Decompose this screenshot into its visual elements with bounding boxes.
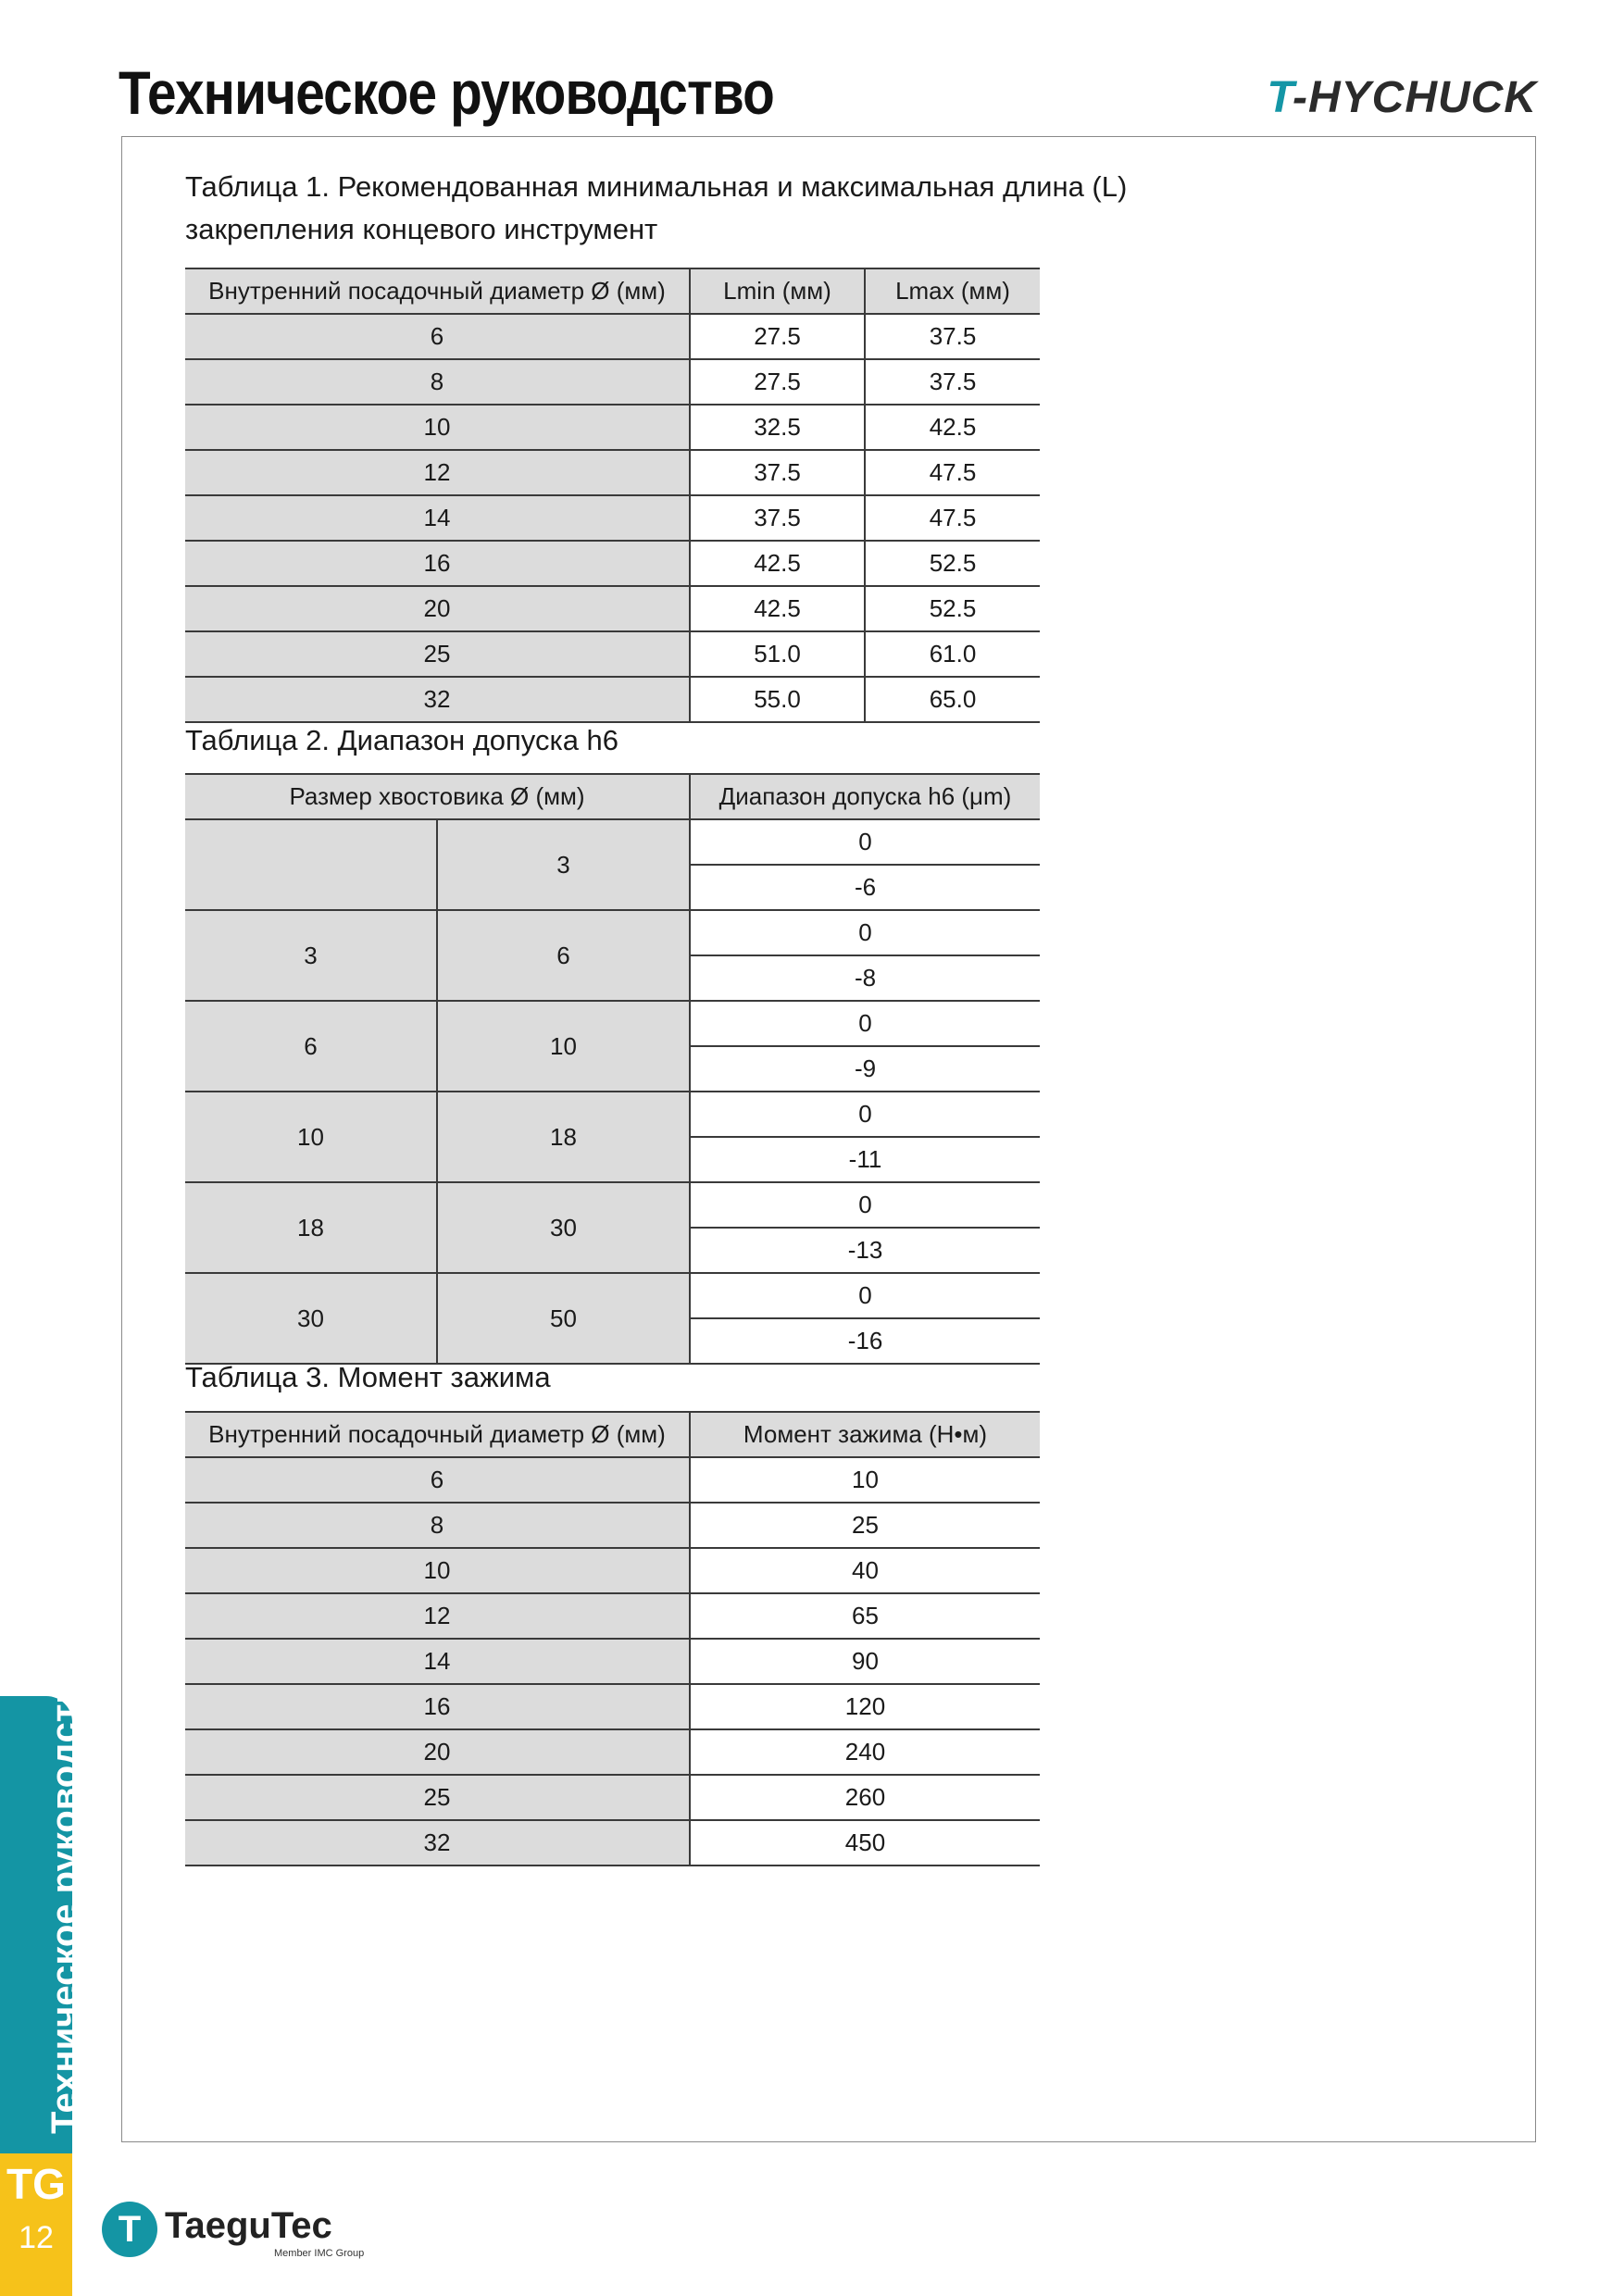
table1-lmax-cell: 37.5: [865, 314, 1040, 359]
table-row: [185, 586, 1040, 631]
table1-diameter-cell: 12: [185, 450, 690, 495]
table1-lmin-cell: 27.5: [690, 359, 865, 405]
table3-diameter-cell: 25: [185, 1775, 690, 1820]
table3-torque-cell: 65: [690, 1593, 1040, 1639]
table1-lmin-cell: 51.0: [690, 631, 865, 677]
table3-torque-cell: 450: [690, 1820, 1040, 1866]
table3-caption: Таблица 3. Момент зажима: [185, 1361, 551, 1393]
table1-lmin-cell: 37.5: [690, 495, 865, 541]
table2-lower-cell: -8: [690, 955, 1040, 1001]
section-page-box: [0, 2153, 72, 2296]
table-row: [185, 1273, 1040, 1318]
table1-diameter-cell: 20: [185, 586, 690, 631]
company-subtitle: Member IMC Group: [274, 2248, 365, 2259]
table1-diameter-cell: 10: [185, 405, 690, 450]
table2-upper-cell: 0: [690, 910, 1040, 955]
table1-lmax-cell: 37.5: [865, 359, 1040, 405]
table1-lmin-cell: 27.5: [690, 314, 865, 359]
table3-diameter-cell: 6: [185, 1457, 690, 1503]
table3-torque-cell: 120: [690, 1684, 1040, 1729]
table2-to-cell: 6: [437, 910, 690, 1001]
table3-header-diameter: Внутренний посадочный диаметр Ø (мм): [185, 1412, 690, 1457]
table3-diameter-cell: 32: [185, 1820, 690, 1866]
table1-lmax-cell: 42.5: [865, 405, 1040, 450]
table2-header-shank: Размер хвостовика Ø (мм): [185, 774, 690, 819]
table2-header-tolerance: Диапазон допуска h6 (μm): [690, 774, 1040, 819]
table2-from-cell: 6: [185, 1001, 437, 1092]
table2-upper-cell: 0: [690, 1092, 1040, 1137]
table1-lmax-cell: 52.5: [865, 541, 1040, 586]
table1-lmin-cell: 37.5: [690, 450, 865, 495]
brand-logo: [1267, 72, 1537, 123]
table-row: [185, 1182, 1040, 1228]
company-emblem-icon: T: [102, 2202, 157, 2257]
table-row: [185, 1001, 1040, 1046]
table3-diameter-cell: 16: [185, 1684, 690, 1729]
table1-diameter-cell: 14: [185, 495, 690, 541]
table-row: [185, 1684, 1040, 1729]
table1-diameter-cell: 32: [185, 677, 690, 722]
company-name: TaeguTec: [165, 2205, 332, 2246]
table1-lmax-cell: 52.5: [865, 586, 1040, 631]
table3-torque: [185, 1411, 1040, 1866]
table-row: [185, 631, 1040, 677]
brand-logo-rest: -HYCHUCK: [1293, 73, 1537, 122]
table2-lower-cell: -6: [690, 865, 1040, 910]
table2-to-cell: 30: [437, 1182, 690, 1273]
table1-diameter-cell: 8: [185, 359, 690, 405]
table-row: [185, 1457, 1040, 1503]
table2-caption: Таблица 2. Диапазон допуска h6: [185, 724, 619, 756]
table2-upper-cell: 0: [690, 1001, 1040, 1046]
table2-upper-cell: 0: [690, 1182, 1040, 1228]
table2-lower-cell: -11: [690, 1137, 1040, 1182]
table-row: [185, 1092, 1040, 1137]
table3-header-torque: Момент зажима (Н•м): [690, 1412, 1040, 1457]
table2-lower-cell: -13: [690, 1228, 1040, 1273]
table-row: [185, 495, 1040, 541]
table2-from-cell: 10: [185, 1092, 437, 1182]
table3-torque-cell: 40: [690, 1548, 1040, 1593]
table-row: [185, 1548, 1040, 1593]
table2-from-cell: 18: [185, 1182, 437, 1273]
table2-from-cell: 3: [185, 910, 437, 1001]
table-row: [185, 677, 1040, 722]
table1-lmax-cell: 47.5: [865, 495, 1040, 541]
table3-torque-cell: 240: [690, 1729, 1040, 1775]
section-code: TG: [6, 2160, 66, 2208]
table2-to-cell: 50: [437, 1273, 690, 1364]
page-number: 12: [19, 2220, 54, 2255]
table2-tolerance: [185, 773, 1040, 1365]
table1-lmin-cell: 32.5: [690, 405, 865, 450]
table-row: [185, 1820, 1040, 1866]
table2-from-cell: [185, 819, 437, 910]
table-row: [185, 819, 1040, 865]
table2-to-cell: 3: [437, 819, 690, 910]
table1-header-diameter: Внутренний посадочный диаметр Ø (мм): [185, 268, 690, 314]
table1-lengths: [185, 268, 1040, 723]
table1-lmin-cell: 42.5: [690, 586, 865, 631]
table2-header-row: [185, 774, 1040, 819]
table-row: [185, 314, 1040, 359]
table-row: [185, 1729, 1040, 1775]
table-row: [185, 910, 1040, 955]
table2-upper-cell: 0: [690, 819, 1040, 865]
table3-torque-cell: 10: [690, 1457, 1040, 1503]
table1-lmax-cell: 47.5: [865, 450, 1040, 495]
table3-diameter-cell: 8: [185, 1503, 690, 1548]
table-row: [185, 541, 1040, 586]
table-row: [185, 1503, 1040, 1548]
side-section-label: Техническое руководство: [44, 1659, 85, 2134]
table1-diameter-cell: 25: [185, 631, 690, 677]
table1-lmin-cell: 42.5: [690, 541, 865, 586]
table1-caption-line2: закрепления концевого инструмент: [185, 213, 658, 245]
table1-diameter-cell: 6: [185, 314, 690, 359]
table2-to-cell: 10: [437, 1001, 690, 1092]
table1-header-lmax: Lmax (мм): [865, 268, 1040, 314]
table1-header-row: [185, 268, 1040, 314]
table3-diameter-cell: 14: [185, 1639, 690, 1684]
table1-caption-line1: Таблица 1. Рекомендованная минимальная и максимальная длина (L): [185, 170, 1128, 203]
table3-header-row: [185, 1412, 1040, 1457]
table3-diameter-cell: 20: [185, 1729, 690, 1775]
table1-lmax-cell: 65.0: [865, 677, 1040, 722]
table3-torque-cell: 25: [690, 1503, 1040, 1548]
table1-diameter-cell: 16: [185, 541, 690, 586]
table2-to-cell: 18: [437, 1092, 690, 1182]
table3-diameter-cell: 12: [185, 1593, 690, 1639]
table-row: [185, 405, 1040, 450]
table3-torque-cell: 260: [690, 1775, 1040, 1820]
table2-from-cell: 30: [185, 1273, 437, 1364]
brand-logo-prefix: T: [1267, 73, 1293, 122]
table1-caption: [185, 166, 1127, 251]
table1-lmax-cell: 61.0: [865, 631, 1040, 677]
table3-diameter-cell: 10: [185, 1548, 690, 1593]
table-row: [185, 1775, 1040, 1820]
table2-lower-cell: -16: [690, 1318, 1040, 1364]
table2-lower-cell: -9: [690, 1046, 1040, 1092]
table1-header-lmin: Lmin (мм): [690, 268, 865, 314]
table1-lmin-cell: 55.0: [690, 677, 865, 722]
table3-torque-cell: 90: [690, 1639, 1040, 1684]
table2-upper-cell: 0: [690, 1273, 1040, 1318]
table-row: [185, 1639, 1040, 1684]
table-row: [185, 359, 1040, 405]
page-title: Техническое руководство: [119, 58, 774, 127]
table-row: [185, 450, 1040, 495]
table-row: [185, 1593, 1040, 1639]
